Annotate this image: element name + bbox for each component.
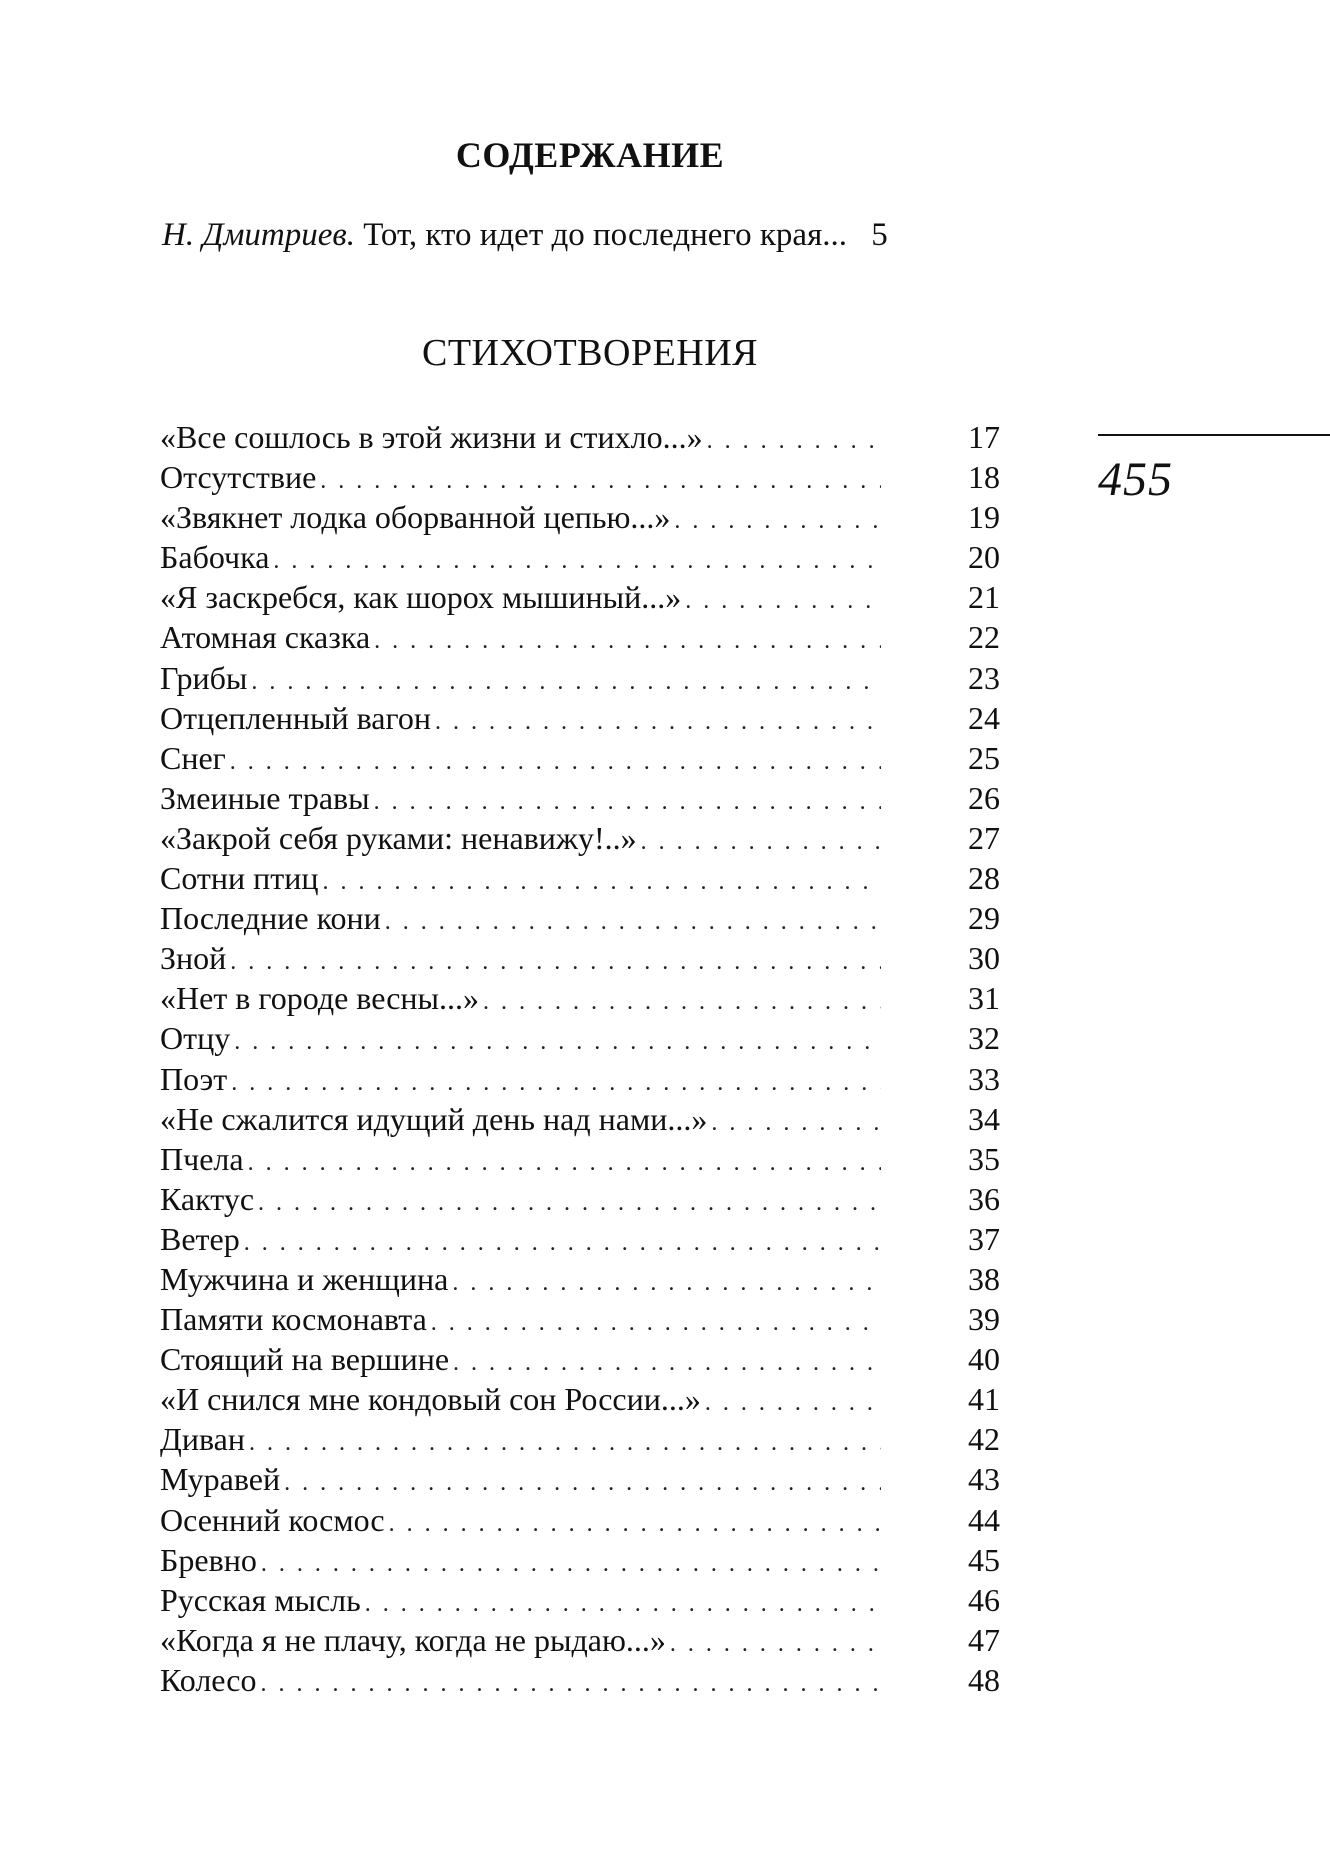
toc-entry-page-number: 25	[968, 739, 1000, 776]
toc-entry-title-area	[160, 1219, 885, 1263]
toc-entry-title: Змеиные травы	[160, 779, 370, 816]
toc-entry-page-number: 46	[968, 1581, 1000, 1618]
dot-leader	[431, 1303, 881, 1343]
toc-entry-title: «Звякнет лодка оборванной цепью...»	[160, 499, 671, 536]
toc-entry-page-number: 24	[968, 699, 1000, 736]
toc-entry-title-area	[160, 497, 885, 541]
toc-entry-title-area	[160, 658, 885, 702]
intro-page-number: 5	[871, 217, 888, 253]
dot-leader	[244, 1223, 881, 1263]
dot-leader	[249, 1423, 881, 1463]
toc-entry	[160, 1018, 1000, 1058]
toc-entry-title: Муравей	[160, 1461, 281, 1498]
toc-entry-page-number: 21	[968, 579, 1000, 616]
dot-leader	[261, 1544, 881, 1584]
toc-entry-title-area	[160, 1580, 885, 1624]
toc-entry-title-area	[160, 1339, 885, 1383]
toc-entry-title-area	[160, 577, 885, 621]
dot-leader	[711, 1103, 881, 1143]
toc-entry	[160, 1139, 1000, 1179]
dot-leader	[641, 822, 881, 862]
toc-entry-title-area	[160, 1139, 885, 1183]
toc-entry-page-number: 38	[968, 1260, 1000, 1297]
dot-leader	[284, 1463, 881, 1503]
toc-entry-title: Сотни птиц	[160, 860, 319, 897]
toc-entry	[160, 1099, 1000, 1139]
toc-entry-title: Отцепленный вагон	[160, 699, 431, 736]
toc-entry-title: Поэт	[160, 1060, 228, 1097]
toc-entry	[160, 1459, 1000, 1499]
toc-entry-page-number: 17	[968, 419, 1000, 455]
toc-entry-page-number: 18	[968, 459, 1000, 496]
toc-entry	[160, 1259, 1000, 1299]
dot-leader	[248, 1143, 881, 1183]
toc-entry-title-area	[160, 778, 885, 822]
toc-entry-page-number: 33	[968, 1060, 1000, 1097]
toc-entry	[160, 1299, 1000, 1339]
toc-entry-page-number: 42	[968, 1421, 1000, 1458]
dot-leader	[320, 461, 881, 501]
toc-entry-title-area	[160, 978, 885, 1022]
toc-entry	[160, 497, 1000, 537]
toc-entry	[160, 938, 1000, 978]
toc-entry-title-area	[160, 1419, 885, 1463]
intro-title: Тот, кто идет до последнего края...	[363, 217, 848, 253]
toc-entry-page-number: 19	[968, 499, 1000, 536]
dot-leader	[685, 581, 881, 621]
toc-entry-title-area	[160, 1099, 885, 1143]
dot-leader	[230, 742, 881, 782]
toc-entry-page-number: 48	[968, 1661, 1000, 1698]
toc-list	[160, 417, 1000, 1700]
toc-entry	[160, 698, 1000, 738]
toc-entry	[160, 417, 1000, 457]
dot-leader	[231, 1063, 881, 1103]
toc-entry-title-area	[160, 1500, 885, 1544]
dot-leader	[251, 662, 881, 702]
toc-entry-title: Мужчина и женщина	[160, 1260, 449, 1297]
page-folio: 455	[1098, 453, 1173, 506]
toc-entry-title-area	[160, 1540, 885, 1584]
toc-entry-title-area	[160, 1379, 885, 1423]
toc-entry-page-number: 20	[968, 539, 1000, 576]
toc-entry-title-area	[160, 1259, 885, 1303]
dot-leader	[483, 982, 881, 1022]
toc-entry-title: Пчела	[160, 1140, 244, 1177]
toc-entry-title: Бревно	[160, 1541, 257, 1578]
toc-entry	[160, 1620, 1000, 1660]
toc-entry-page-number: 47	[968, 1621, 1000, 1658]
toc-entry	[160, 898, 1000, 938]
toc-entry-title-area	[160, 898, 885, 942]
toc-entry-title: Диван	[160, 1421, 245, 1458]
toc-entry-title-area	[160, 858, 885, 902]
toc-entry	[160, 1419, 1000, 1459]
toc-entry-page-number: 30	[968, 940, 1000, 977]
dot-leader	[234, 1022, 881, 1062]
toc-entry-title: Снег	[160, 739, 226, 776]
dot-leader	[385, 902, 881, 942]
toc-entry-title: Зной	[160, 940, 227, 977]
toc-entry-title: «Не сжалится идущий день над нами...»	[160, 1100, 708, 1137]
toc-entry	[160, 1580, 1000, 1620]
dot-leader	[707, 421, 881, 461]
toc-entry	[160, 1660, 1000, 1700]
toc-entry-page-number: 43	[968, 1461, 1000, 1498]
toc-entry	[160, 577, 1000, 617]
toc-entry-title: «И снился мне кондовый сон России...»	[160, 1381, 701, 1418]
dot-leader	[452, 1263, 881, 1303]
toc-entry	[160, 1379, 1000, 1419]
toc-entry-title-area	[160, 1660, 885, 1704]
toc-entry-title: Отсутствие	[160, 459, 317, 496]
toc-entry	[160, 457, 1000, 497]
toc-entry-title: Отцу	[160, 1020, 231, 1057]
toc-entry-title: Бабочка	[160, 539, 270, 576]
toc-entry-title-area	[160, 738, 885, 782]
toc-entry-title: Русская мысль	[160, 1581, 361, 1618]
toc-entry-title-area	[160, 818, 885, 862]
toc-entry-page-number: 23	[968, 659, 1000, 696]
toc-entry-page-number: 29	[968, 900, 1000, 937]
toc-entry	[160, 1059, 1000, 1099]
toc-entry-title: «Я заскребся, как шорох мышиный...»	[160, 579, 682, 616]
toc-entry-page-number: 39	[968, 1301, 1000, 1338]
toc-entry-page-number: 40	[968, 1341, 1000, 1378]
toc-entry-title: Атомная сказка	[160, 619, 371, 656]
dot-leader	[365, 1584, 881, 1624]
toc-entry-page-number: 22	[968, 619, 1000, 656]
toc-entry-title: Последние кони	[160, 900, 381, 937]
toc-entry-title: Ветер	[160, 1220, 240, 1257]
toc-entry	[160, 978, 1000, 1018]
toc-entry-page-number: 36	[968, 1180, 1000, 1217]
dot-leader	[674, 501, 881, 541]
toc-entry	[160, 537, 1000, 577]
intro-author: Н. Дмитриев.	[162, 217, 355, 253]
contents-heading: СОДЕРЖАНИЕ	[455, 135, 725, 175]
toc-entry-title: Грибы	[160, 659, 248, 696]
toc-entry-title-area	[160, 417, 885, 461]
toc-entry	[160, 858, 1000, 898]
toc-entry-title: «Нет в городе весны...»	[160, 980, 480, 1017]
toc-entry-title: «Все сошлось в этой жизни и стихло...»	[160, 419, 703, 455]
toc-entry-page-number: 28	[968, 860, 1000, 897]
dot-leader	[374, 782, 881, 822]
dot-leader	[323, 862, 881, 902]
toc-entry-title: Осенний космос	[160, 1501, 385, 1538]
toc-entry	[160, 617, 1000, 657]
toc-entry	[160, 1339, 1000, 1379]
toc-entry-title: Колесо	[160, 1661, 257, 1698]
toc-entry-page-number: 45	[968, 1541, 1000, 1578]
toc-entry	[160, 1179, 1000, 1219]
intro-entry	[162, 217, 1002, 254]
toc-entry-page-number: 37	[968, 1220, 1000, 1257]
toc-entry-title-area	[160, 938, 885, 982]
toc-entry-title-area	[160, 1018, 885, 1062]
toc-entry	[160, 738, 1000, 778]
toc-entry-title-area	[160, 537, 885, 581]
toc-entry-title: «Закрой себя руками: ненавижу!..»	[160, 819, 637, 856]
dot-leader	[258, 1183, 881, 1223]
toc-entry-title: «Когда я не плачу, когда не рыдаю...»	[160, 1621, 666, 1658]
folio-rule	[1098, 434, 1330, 436]
section-heading: СТИХОТВОРЕНИЯ	[421, 332, 759, 374]
dot-leader	[261, 1664, 882, 1704]
toc-entry-page-number: 41	[968, 1381, 1000, 1418]
toc-entry-title-area	[160, 1299, 885, 1343]
toc-entry-title: Памяти космонавта	[160, 1301, 427, 1338]
toc-entry	[160, 778, 1000, 818]
dot-leader	[453, 1343, 881, 1383]
dot-leader	[230, 942, 881, 982]
dot-leader	[374, 621, 881, 661]
toc-entry-title-area	[160, 457, 885, 501]
toc-entry-title-area	[160, 1059, 885, 1103]
toc-entry-title-area	[160, 1179, 885, 1223]
dot-leader	[435, 702, 881, 742]
toc-entry	[160, 1540, 1000, 1580]
toc-entry-page-number: 34	[968, 1100, 1000, 1137]
toc-entry-page-number: 26	[968, 779, 1000, 816]
toc-entry	[160, 1219, 1000, 1259]
toc-entry	[160, 658, 1000, 698]
toc-entry-title: Кактус	[160, 1180, 255, 1217]
toc-entry-title: Стоящий на вершине	[160, 1341, 450, 1378]
toc-entry-title-area	[160, 1620, 885, 1664]
dot-leader	[705, 1383, 881, 1423]
toc-entry-title-area	[160, 1459, 885, 1503]
toc-entry-title-area	[160, 617, 885, 661]
toc-entry-page-number: 27	[968, 819, 1000, 856]
toc-entry-page-number: 32	[968, 1020, 1000, 1057]
toc-entry-page-number: 31	[968, 980, 1000, 1017]
toc-entry	[160, 818, 1000, 858]
toc-entry-page-number: 35	[968, 1140, 1000, 1177]
dot-leader	[389, 1504, 881, 1544]
dot-leader	[273, 541, 881, 581]
toc-entry	[160, 1500, 1000, 1540]
toc-entry-page-number: 44	[968, 1501, 1000, 1538]
dot-leader	[670, 1624, 881, 1664]
toc-entry-title-area	[160, 698, 885, 742]
